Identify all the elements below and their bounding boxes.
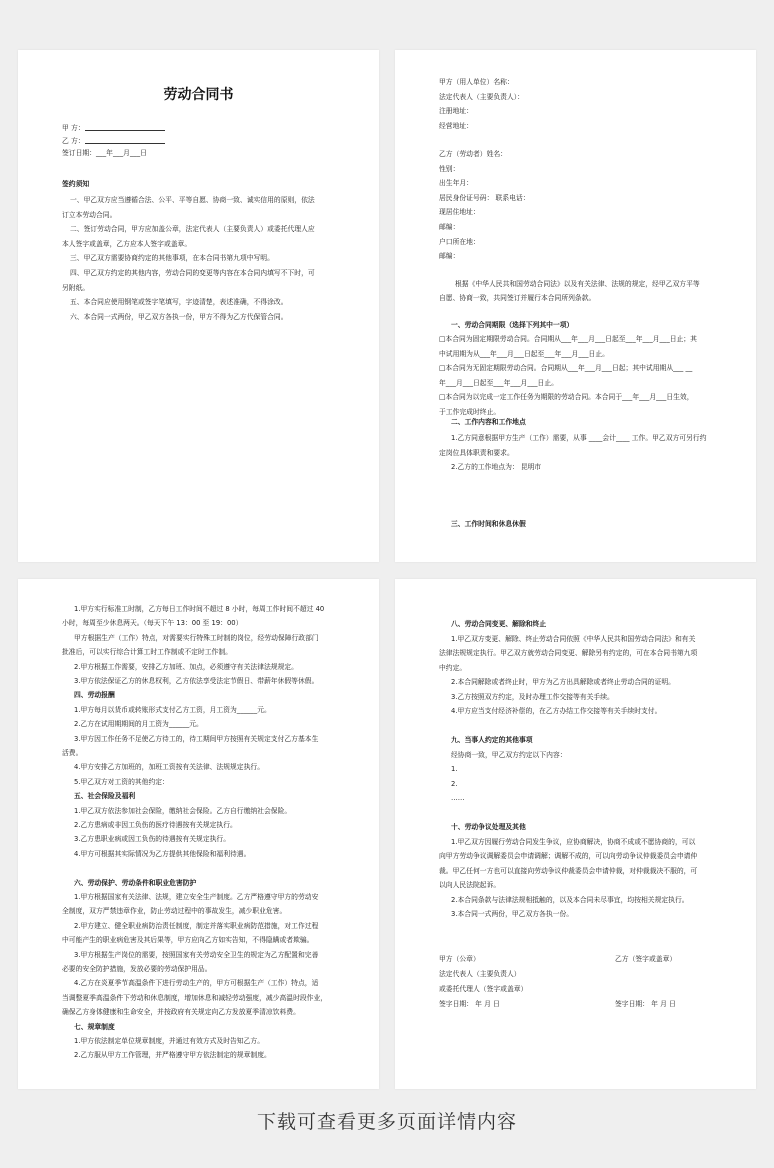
section-3-heading: 三、工作时间和休息休假 — [451, 520, 526, 528]
text-line: 批准后，可以实行综合计算工时工作制或不定时工作制。 — [62, 648, 232, 657]
text-line: 2.乙方服从甲方工作管理，并严格遵守甲方依法制定的规章制度。 — [74, 1051, 271, 1060]
text-line: 2.乙方的工作地点为： 昆明市 — [451, 463, 542, 471]
text-line: 性别： — [439, 164, 460, 173]
text-line: 户口所在地： — [439, 237, 480, 246]
text-line: 活费。 — [62, 749, 83, 757]
text-line: 订立本劳动合同。 — [62, 210, 117, 219]
text-line: 1.甲方每月以货币或转账形式支付乙方工资，月工资为______元。 — [74, 705, 271, 714]
text-line: 2.甲方根据工作需要，安排乙方加班、加点，必须遵守有关法律法规规定。 — [74, 662, 298, 671]
text-line: 甲方（用人单位）名称： — [439, 78, 514, 86]
text-line: 八、劳动合同变更、解除和终止 — [451, 620, 547, 628]
sign-date: 签订日期：___年___月___日 — [62, 149, 147, 157]
text-line: 一、甲乙双方应当遵循合法、公平、平等自愿、协商一致、诚实信用的原则，依法 — [70, 196, 315, 204]
signature-line: 乙方（签字或盖章） — [615, 955, 677, 963]
signature-line: 或委托代理人（签字或盖章） — [439, 985, 528, 993]
text-line: 三、甲乙双方需要协商约定的其他事项，在本合同书第九项中写明。 — [70, 254, 274, 263]
text-line: 全制度，双方严禁违章作业，防止劳动过程中的事故发生，减少职业危害。 — [62, 907, 287, 916]
text-line: 裁。甲乙任何一方也可以直接向劳动争议仲裁委员会申请仲裁，对仲裁裁决不服的，可 — [439, 866, 698, 875]
text-line: 当调整夏季高温条件下劳动和休息制度，增加休息和减轻劳动强度，减少高温时段作业， — [62, 993, 328, 1002]
signature-line: 签字日期： 年 月 日 — [615, 1000, 676, 1008]
party-a-field: 甲 方： — [62, 123, 165, 133]
text-line: 法定代表人（主要负责人）： — [439, 92, 524, 101]
text-line: 出生年月： — [439, 179, 473, 188]
contract-page-1 — [18, 50, 379, 562]
text-line: 2.本合同解除或者终止时，甲方为乙方出具解除或者终止劳动合同的证明。 — [451, 678, 675, 686]
text-line: □本合同为固定期限劳动合同。合同期从___年___月___日起至___年___月___日止；其 — [439, 335, 697, 343]
text-line: 六、劳动保护、劳动条件和职业危害防护 — [74, 878, 197, 887]
text-line: 2. — [451, 779, 458, 788]
text-line: 4.甲方应当支付经济补偿的，在乙方办结工作交接等有关手续时支付。 — [451, 707, 662, 715]
text-line: 5.甲乙双方对工资的其他约定： — [74, 777, 169, 786]
text-line: 1.甲方实行标准工时制，乙方每日工作时间不超过 8 小时，每周工作时间不超过 40 — [74, 605, 325, 613]
text-line: 4.甲方可根据其实际情况为乙方提供其他保险和福利待遇。 — [74, 849, 251, 858]
text-line: 1. — [451, 765, 458, 773]
text-line: 邮编： — [439, 223, 460, 231]
section-1-heading: 一、劳动合同期限（选择下列其中一项） — [451, 321, 574, 329]
text-line: 邮编： — [439, 252, 460, 261]
text-line: 现居住地址： — [439, 208, 480, 217]
contract-page-4 — [395, 579, 756, 1089]
text-line: 2.本合同条款与法律法规相抵触的，以及本合同未尽事宜，均按相关规定执行。 — [451, 895, 689, 904]
text-line: 1.甲乙双方因履行劳动合同发生争议，应协商解决，协商不成或不愿协商的，可以 — [451, 837, 696, 846]
text-line: 甲方根据生产（工作）特点，对需要实行特殊工时制的岗位，经劳动保障行政部门 — [74, 633, 319, 642]
text-line: 另附纸。 — [62, 283, 90, 292]
text-line: 3.甲方因工作任务不足使乙方待工的，待工期间甲方按照有关规定支付乙方基本生 — [74, 734, 319, 743]
text-line: 3.甲方依法保证乙方的休息权利，乙方依法享受法定节假日、带薪年休假等休假。 — [74, 677, 319, 685]
text-line: 3.乙方按照双方约定，及时办理工作交接等有关手续。 — [451, 692, 614, 701]
text-line: 根据《中华人民共和国劳动合同法》以及有关法律、法规的规定，经甲乙双方平等 — [455, 280, 700, 288]
text-line: 本人签字或盖章，乙方应本人签字或盖章。 — [62, 239, 192, 248]
text-line: 3.乙方患职业病或因工负伤的待遇按有关规定执行。 — [74, 835, 231, 844]
text-line: 1.甲方依法制定单位规章制度，并通过有效方式及时告知乙方。 — [74, 1037, 264, 1045]
text-line: 五、社会保险及福利 — [74, 792, 136, 801]
text-line: 中试用期为从___年___月___日起至___年___月___日止。 — [439, 349, 609, 358]
text-line: 小时，每周至少休息两天。（每天下午 13：00 至 19：00） — [62, 619, 243, 628]
text-line: 注册地址： — [439, 107, 473, 116]
text-line: 1.甲乙双方变更、解除、终止劳动合同依照《中华人民共和国劳动合同法》和有关 — [451, 634, 696, 643]
text-line: 法律法规规定执行。甲乙双方就劳动合同变更、解除另有约定的，可在本合同书第九项 — [439, 649, 698, 657]
text-line: 2.甲方建立、健全职业病防治责任制度，制定并落实职业病防范措施，对工作过程 — [74, 921, 319, 930]
text-line: 3.本合同一式两份，甲乙双方各执一份。 — [451, 910, 574, 918]
text-line: 中约定。 — [439, 663, 467, 672]
text-line: 向甲方劳动争议调解委员会申请调解；调解不成的，可以向劳动争议仲裁委员会申请仲 — [439, 852, 698, 860]
text-line: 乙方（劳动者）姓名： — [439, 150, 507, 158]
party-b-field: 乙 方： — [62, 136, 165, 146]
contract-page-2 — [395, 50, 756, 562]
text-line: 十、劳动争议处理及其他 — [451, 823, 526, 831]
text-line: 七、规章制度 — [74, 1022, 115, 1031]
text-line: □本合同为以完成一定工作任务为期限的劳动合同。本合同于___年___月___日生效， — [439, 393, 694, 401]
signature-line: 甲方（公章） — [439, 955, 480, 963]
text-line: 经协商一致，甲乙双方约定以下内容： — [451, 750, 567, 759]
text-line: 于工作完成时终止。 — [439, 407, 501, 416]
text-line: 自愿、协商一致，共同签订并履行本合同所列条款。 — [439, 294, 596, 302]
signature-line: 签字日期： 年 月 日 — [439, 1000, 500, 1008]
text-line: 二、签订劳动合同，甲方应加盖公章，法定代表人（主要负责人）或委托代理人应 — [70, 225, 315, 234]
text-line: 以向人民法院起诉。 — [439, 881, 501, 889]
text-line: 九、当事人约定的其他事项 — [451, 736, 533, 744]
text-line: 2.乙方在试用期期间的月工资为______元。 — [74, 720, 203, 729]
text-line: 经营地址： — [439, 121, 473, 130]
text-line: □本合同为无固定期限劳动合同。合同期从___年___月___日起；其中试用期从___ __ — [439, 364, 693, 372]
text-line: 定岗位具体职责和要求。 — [439, 448, 514, 457]
text-line: 居民身份证号码： 联系电话： — [439, 193, 530, 202]
contract-page-3 — [18, 579, 379, 1089]
section-2-heading: 二、工作内容和工作地点 — [451, 418, 526, 426]
text-line: 四、甲乙双方约定的其他内容，劳动合同的变更等内容在本合同内填写不下时，可 — [70, 269, 315, 277]
text-line: 1.乙方同意根据甲方生产（工作）需要，从事 ____会计____ 工作。甲乙双方可另行约 — [451, 434, 707, 442]
text-line: 3.甲方根据生产岗位的需要，按照国家有关劳动安全卫生的规定为乙方配置和完善 — [74, 950, 319, 959]
text-line: 4.乙方在炎夏季节高温条件下进行劳动生产的，甲方可根据生产（工作）特点，适 — [74, 979, 319, 988]
text-line: 五、本合同应使用钢笔或签字笔填写，字迹清楚，表述准确，不得涂改。 — [70, 298, 288, 307]
text-line: 确保乙方身体健康和生命安全，并按政府有关规定向乙方发放夏季清凉饮料费。 — [62, 1008, 300, 1017]
text-line: …… — [451, 794, 465, 802]
text-line: 1.甲方根据国家有关法律、法规，建立安全生产制度。乙方严格遵守甲方的劳动安 — [74, 893, 319, 901]
text-line: 4.甲方安排乙方加班的，加班工资按有关法律、法规规定执行。 — [74, 763, 264, 772]
download-prompt[interactable]: 下载可查看更多页面详情内容 — [256, 1111, 517, 1133]
text-line: 2.乙方患病或非因工负伤的医疗待遇按有关规定执行。 — [74, 821, 237, 829]
text-line: 中可能产生的职业病危害及其后果等，甲方应向乙方如实告知，不得隐瞒或者欺骗。 — [62, 936, 314, 945]
text-line: 六、本合同一式两份，甲乙双方各执一份，甲方不得为乙方代保管合同。 — [70, 312, 288, 321]
document-title: 劳动合同书 — [163, 87, 234, 103]
signature-line: 法定代表人（主要负责人） — [439, 970, 521, 978]
text-line: 1.甲乙双方依法参加社会保险，缴纳社会保险。乙方自行缴纳社会保险。 — [74, 806, 292, 815]
text-line: 四、劳动报酬 — [74, 691, 115, 700]
text-line: 年___月___日起至___年___月___日止。 — [439, 378, 558, 387]
notice-heading: 签约须知 — [62, 180, 90, 188]
text-line: 必要的安全防护措施，发放必要的劳动保护用品。 — [62, 965, 212, 973]
